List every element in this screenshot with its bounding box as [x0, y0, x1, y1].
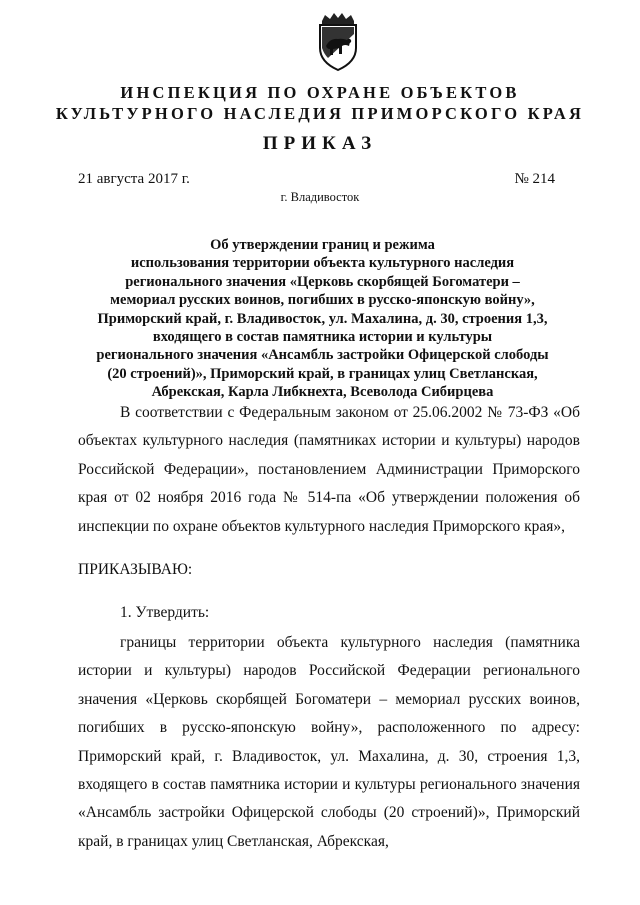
item-1-paragraph: границы территории объекта культурного наследия (памятника истории и культуры) народов Российской Федерации регионального значения «Церковь скорбящей Богоматери – мемориал русских воинов, погибших в русско-японскую войну», расположенного по адресу: Приморский край, г. Владивосток, ул. Махалина, д. 30, строения 1,3, входящего в состав памятника истории и культуры регионального значения «Ансамбль застройки Офицерской слободы (20 строений)», Приморский край, в границах улиц Светланская, Абрекская, — [78, 634, 580, 850]
org-name-line-1: ИНСПЕКЦИЯ ПО ОХРАНЕ ОБЪЕКТОВ — [120, 83, 520, 102]
title-line: использования территории объекта культурного наследия — [130, 255, 515, 272]
preamble-paragraph: В соответствии с Федеральным законом от 25.06.2002 № 73-ФЗ «Об объектах культурного наследия (памятниках истории и культуры) народов Российской Федерации», постановлением Администрации Приморского края от 02 ноября 2016 года № 514-па «Об утверждении положения об инспекции по охране объектов культурного наследия Приморского края», — [78, 404, 580, 535]
title-line: входящего в состав памятника истории и культуры — [152, 329, 493, 346]
title-line: регионального значения «Церковь скорбящей Богоматери – — [125, 273, 520, 290]
order-city: г. Владивосток — [280, 190, 360, 204]
title-line: (20 строений)», Приморский край, в границах улиц Светланская, — [107, 365, 538, 382]
coat-of-arms-icon — [312, 12, 364, 72]
title-line: Приморский край, г. Владивосток, ул. Махалина, д. 30, строения 1,3, — [97, 310, 548, 327]
title-line: Об утверждении границ и режима — [210, 237, 435, 253]
org-name-line-2: КУЛЬТУРНОГО НАСЛЕДИЯ ПРИМОРСКОГО КРАЯ — [55, 104, 585, 123]
title-line: Абрекская, Карла Либкнехта, Всеволода Сибирцева — [151, 384, 494, 401]
title-line: мемориал русских воинов, погибших в русско-японскую войну», — [110, 292, 535, 309]
order-directive: ПРИКАЗЫВАЮ: — [78, 561, 193, 578]
order-title — [60, 236, 585, 402]
order-date: 21 августа 2017 г. — [78, 171, 190, 187]
order-number: № 214 — [514, 171, 555, 187]
title-line: регионального значения «Ансамбль застройки Офицерской слободы — [96, 347, 549, 364]
item-1-heading: 1. Утвердить: — [120, 604, 210, 621]
document-type-heading: ПРИКАЗ — [262, 133, 378, 154]
